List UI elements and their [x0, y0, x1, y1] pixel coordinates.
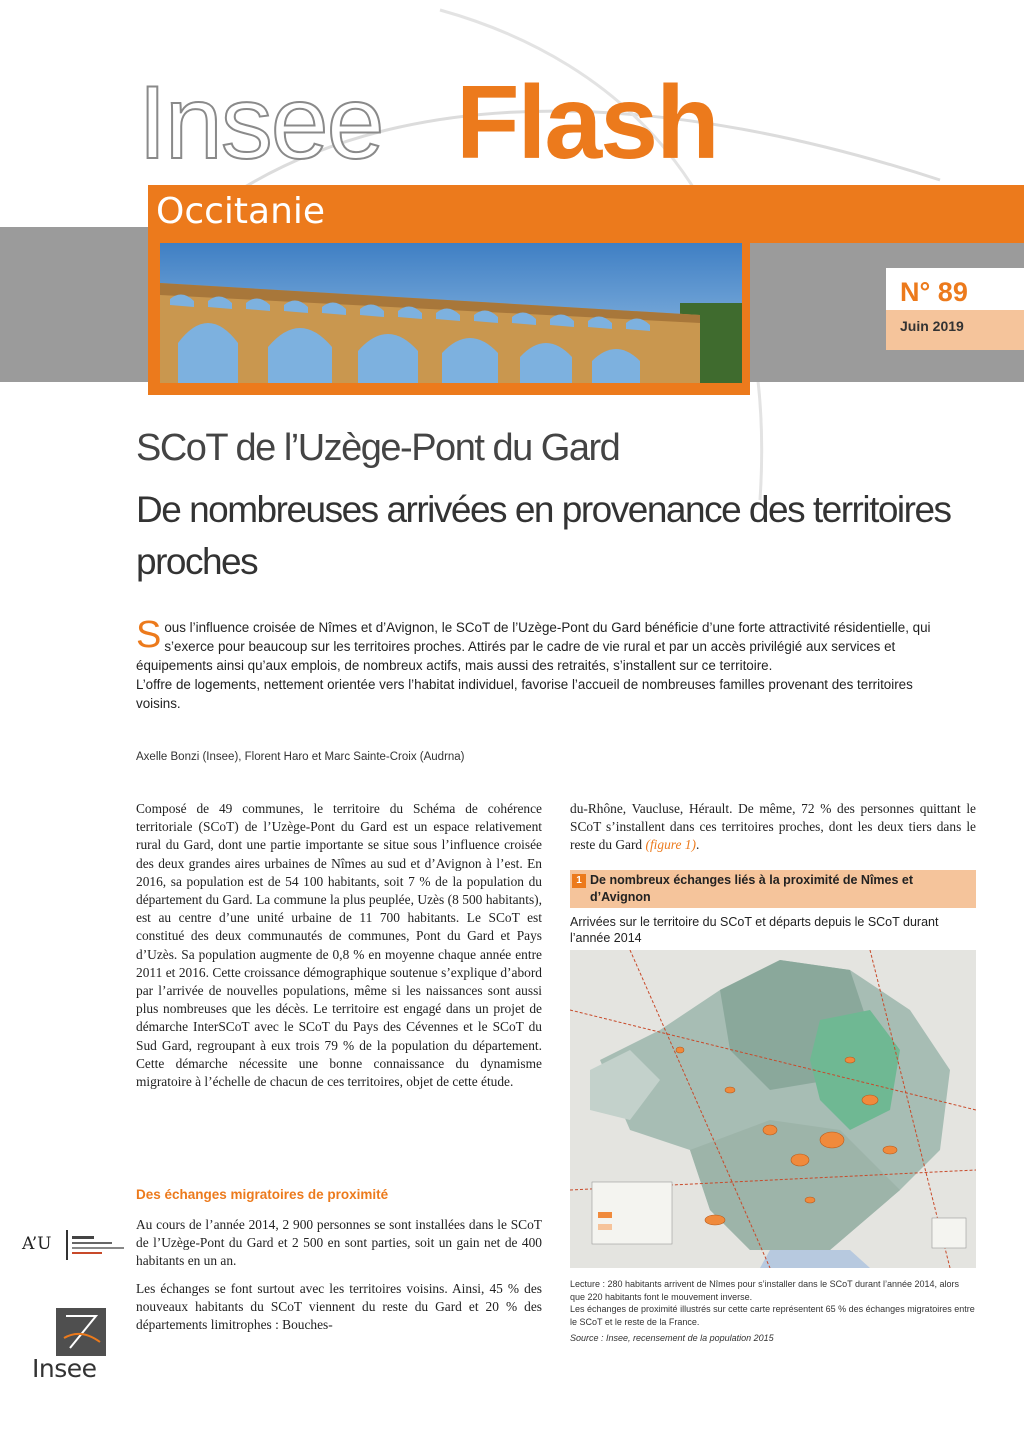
figure-link[interactable]: (figure 1): [645, 837, 696, 853]
figure-title: De nombreux échanges liés à la proximité de Nîmes et d’Avignon: [590, 873, 914, 904]
pont-du-gard-photo: [160, 243, 742, 383]
issue-date: Juin 2019: [900, 318, 964, 334]
body-text-end: .: [695, 837, 700, 853]
body-paragraph: Les échanges se font surtout avec les territoires voisins. Ainsi, 45 % des nouveaux habitants du SCoT viennent du reste du Gard et 20 % des départements limitrophes : Bouches-: [136, 1280, 542, 1333]
page-subtitle: De nombreuses arrivées en provenance des territoires proches: [136, 489, 951, 582]
figure-subtitle: Arrivées sur le territoire du SCoT et départs depuis le SCoT durant l’année 2014: [570, 915, 939, 945]
body-text: du-Rhône, Vaucluse, Hérault. De même, 72 % des personnes quittant le SCoT s’installent dans ces territoires proches, dont les deux tiers dans le reste du Gard: [570, 801, 976, 853]
abstract-paragraph-1: ous l’influence croisée de Nîmes et d’Avignon, le SCoT de l’Uzège-Pont du Gard bénéficie d’une forte attractivité résidentielle, qui s’exerce pour beaucoup sur les territoires proches. Attirés par le cadre de vie rural et par un accès privilégié aux services et équipements ainsi qu’aux emplois, de nombreux actifs, mais aussi des retraités, s’installent sur ce territoire.: [136, 620, 931, 673]
body-column-1: [136, 800, 542, 1100]
figure-number: 1: [572, 874, 586, 888]
apu-logo-divider: [66, 1230, 68, 1260]
abstract-paragraph-2: L’offre de logements, nettement orientée vers l’habitat individuel, favorise l’accueil de nombreuses familles provenant des territoires voisins.: [136, 677, 913, 711]
migration-map: [570, 950, 976, 1268]
section-heading: Des échanges migratoires de proximité: [136, 1187, 389, 1202]
figure-notes: [570, 1278, 976, 1345]
body-paragraph: [570, 800, 976, 855]
insee-logo-text: Insee: [32, 1354, 97, 1383]
dropcap: S: [136, 614, 162, 656]
region-label: Occitanie: [156, 191, 326, 232]
body-column-2: [570, 800, 976, 864]
insee-logo-mark: [56, 1308, 106, 1356]
figure-note-2: Les échanges de proximité illustrés sur cette carte représentent 65 % des échanges migratoires entre le SCoT et le reste de la France.: [570, 1304, 975, 1327]
figure-source: Source : Insee, recensement de la population 2015: [570, 1333, 774, 1343]
body-paragraph: Composé de 49 communes, le territoire du Schéma de cohérence territoriale (SCoT) de l’Uzège-Pont du Gard est un espace relativement rural du Gard, dont une partie importante se situe sous l’influence croisée des deux grandes aires urbaines de Nîmes au sud et d’Avignon à l’est. En 2016, sa population est de 54 100 habitants, soit 7 % de la population du département du Gard. La commune la plus peuplée, Uzès (8 500 habitants), est au centre d’une unité urbaine de 11 700 habitants. Le SCoT est constitué des deux communautés de communes, Pont du Gard et Pays d’Uzès. Sa population augmente de 0,8 % en moyenne chaque année entre 2011 et 2016. Cette croissance démographique soutenue s’explique d’abord par l’arrivée de nouvelles populations, même si les naissances sont aussi plus nombreuses que les décès. Le territoire est engagé dans un projet de démarche InterSCoT avec le SCoT du Pays des Cévennes et le SCoT du Sud Gard, regroupant à eux trois 79 % de la population du département. Cette démarche nécessite une bonne connaissance du dynamisme migratoire à l’échelle de chacun de ces territoires, objet de cette étude.: [136, 801, 542, 1090]
body-column-1-section: [136, 1216, 542, 1343]
abstract: [136, 614, 950, 713]
issue-number: N° 89: [900, 277, 968, 307]
figure-note-1: Lecture : 280 habitants arrivent de Nîmes pour s’installer dans le SCoT durant l’année 2014, alors que 220 habitants font le mouvement inverse.: [570, 1279, 960, 1302]
audrna-logo-mark: [72, 1232, 130, 1258]
brand-flash: Flash: [456, 65, 718, 181]
insee-logo-icon: [56, 1308, 106, 1356]
body-paragraph: Au cours de l’année 2014, 2 900 personnes se sont installées dans le SCoT de l’Uzège-Pont du Gard et 2 500 en sont parties, soit un gain net de 400 habitants en un an.: [136, 1217, 542, 1269]
aqueduct-illustration: [160, 243, 742, 383]
apu-logo: A’U: [22, 1234, 52, 1254]
page-title: SCoT de l’Uzège-Pont du Gard: [136, 427, 620, 469]
map-graphic: [570, 950, 976, 1268]
authors: Axelle Bonzi (Insee), Florent Haro et Marc Sainte-Croix (Audrna): [136, 751, 465, 763]
brand-insee: Insee: [138, 65, 383, 181]
